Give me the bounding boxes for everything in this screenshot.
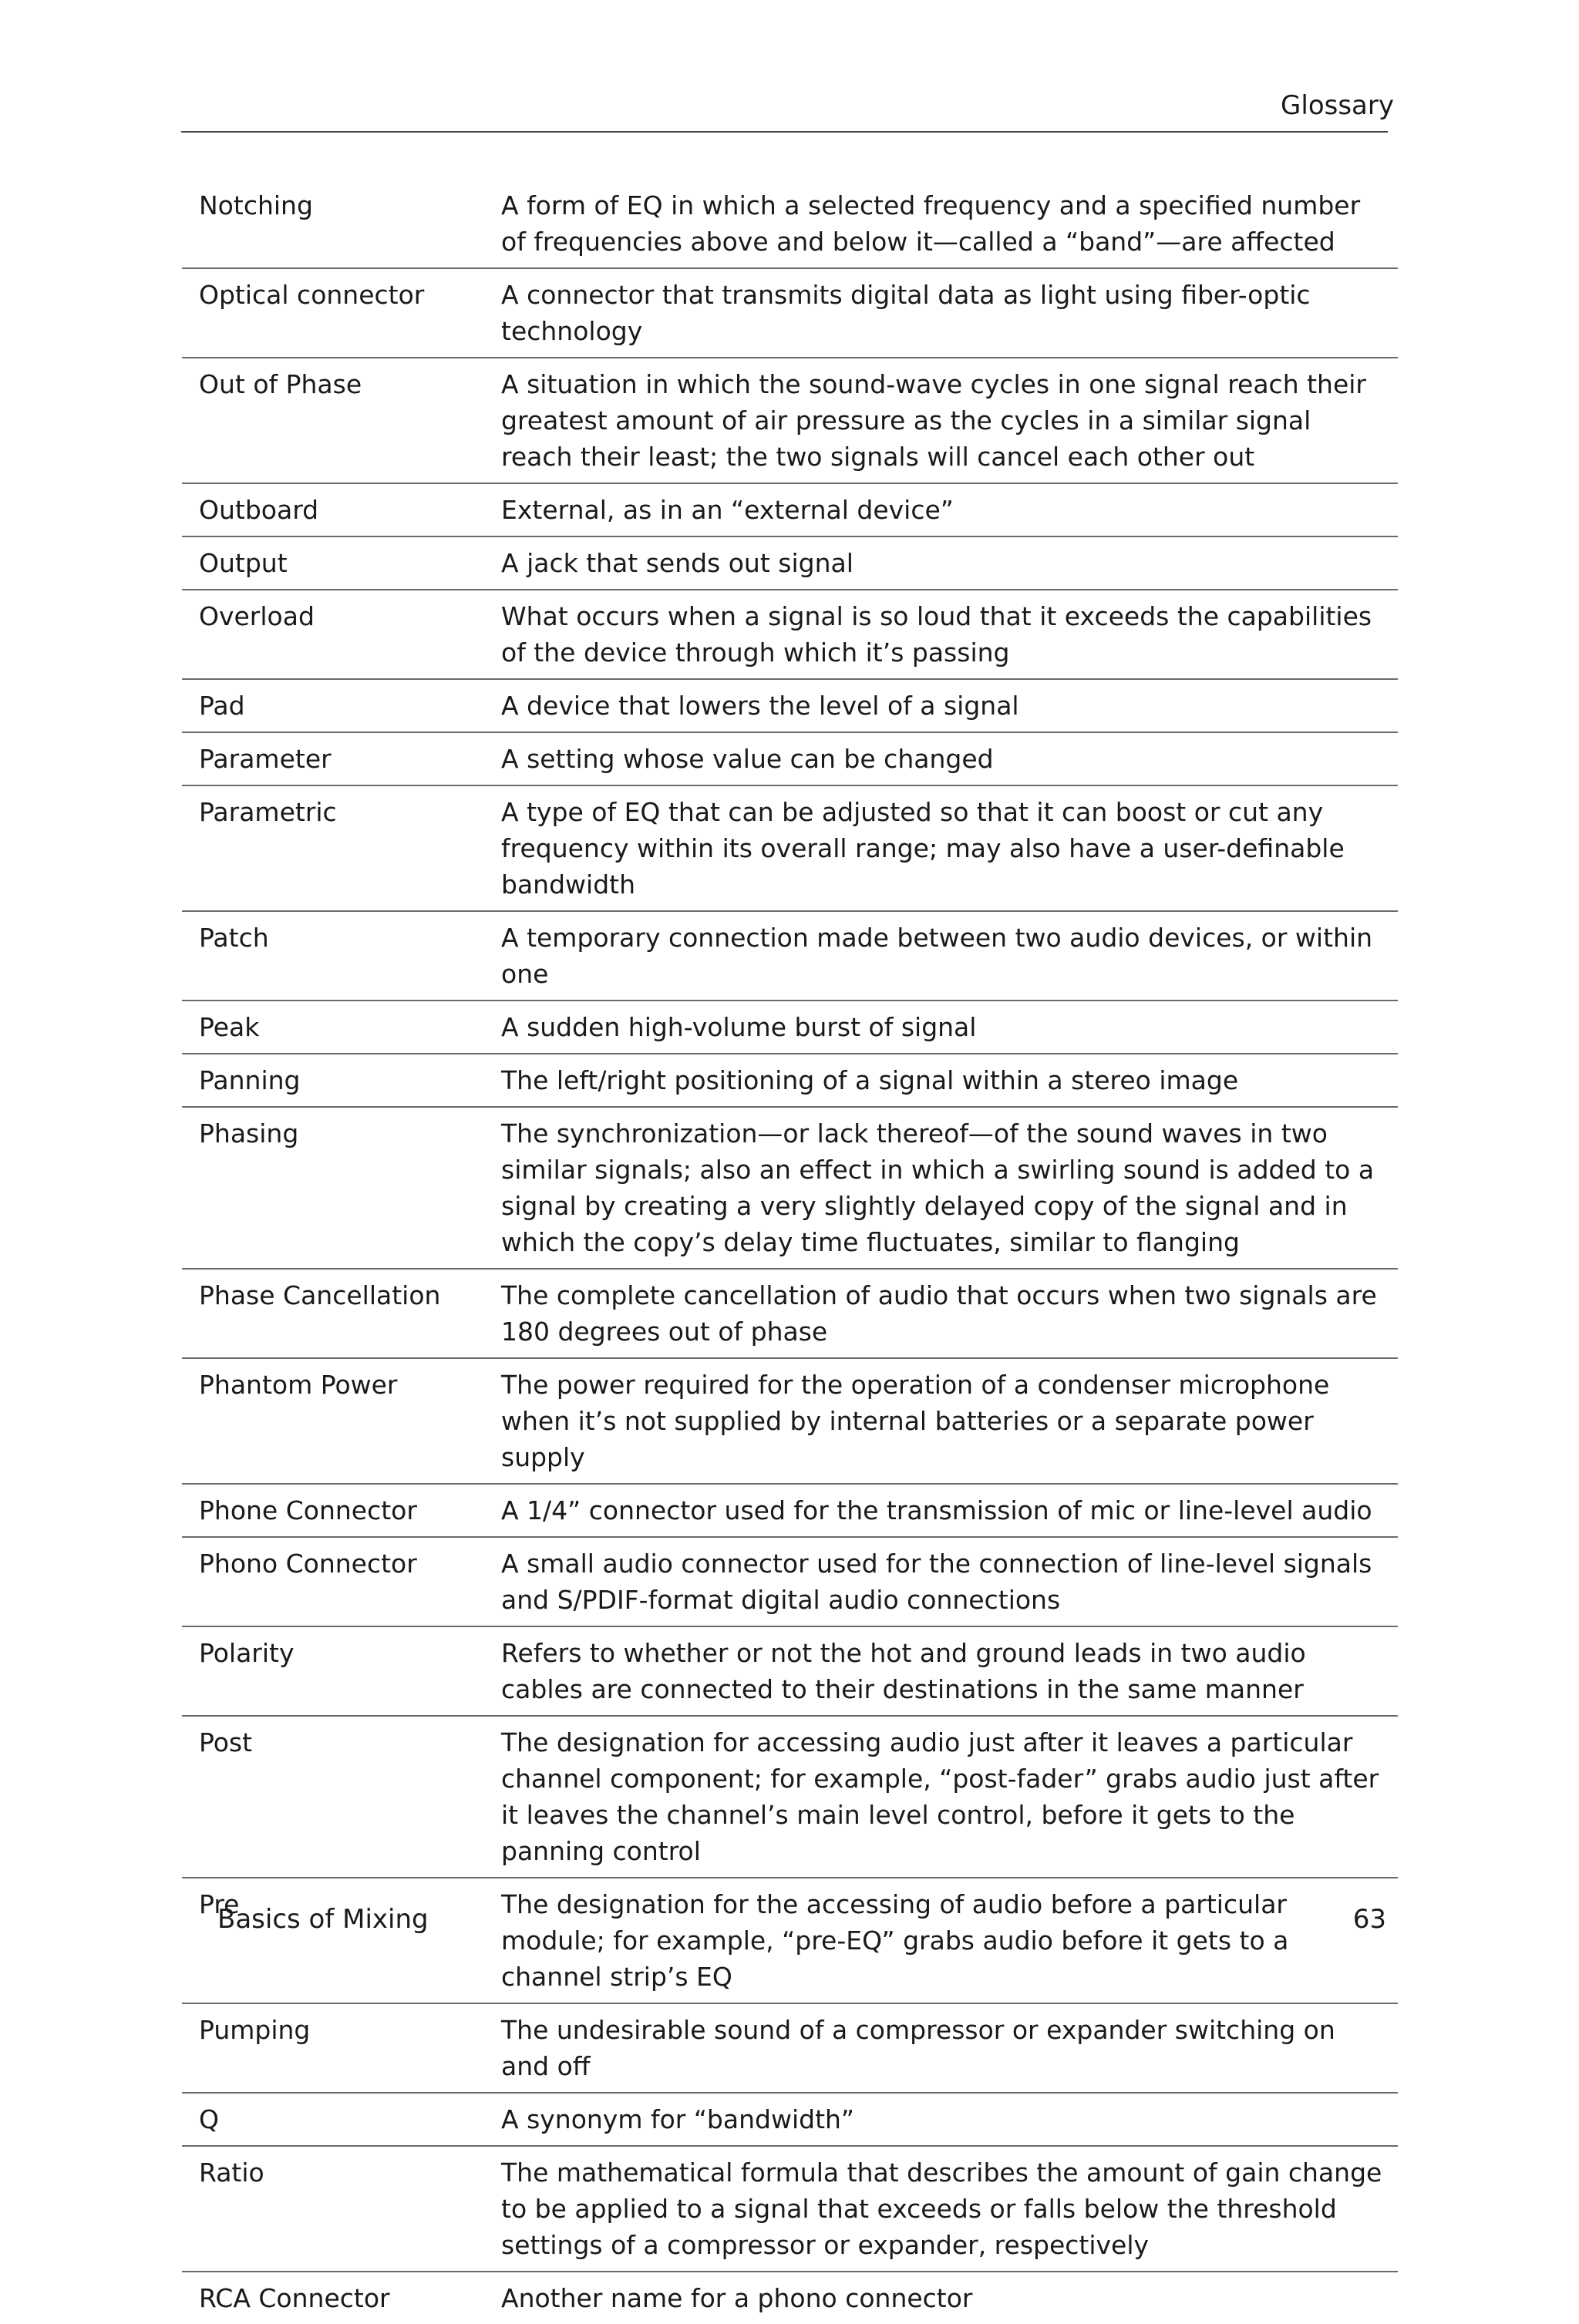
glossary-term: Parametric (199, 797, 337, 827)
glossary-definition: A small audio connector used for the connection of line-level signals and S/PDIF-format digital audio connections (501, 1549, 1372, 1615)
glossary-row (182, 1717, 1398, 1878)
glossary-row (182, 180, 1398, 269)
glossary-term: Q (199, 2104, 219, 2134)
glossary-definition: Refers to whether or not the hot and ground leads in two audio cables are connected to their destinations in the same manner (501, 1638, 1306, 1704)
glossary-term: Notching (199, 190, 313, 220)
glossary-term: Phase Cancellation (199, 1280, 441, 1310)
footer-book-title: Basics of Mixing (217, 1904, 429, 1935)
glossary-row (182, 1054, 1398, 1108)
glossary-term: RCA Connector (199, 2283, 390, 2313)
glossary-term: Phone Connector (199, 1495, 417, 1525)
footer-page-number: 63 (1352, 1904, 1386, 1935)
glossary-row (182, 2147, 1398, 2272)
glossary-term: Outboard (199, 495, 319, 525)
glossary-term: Pre (199, 1889, 240, 1919)
glossary-term: Post (199, 1727, 253, 1757)
glossary-term: Patch (199, 923, 269, 953)
glossary-term: Polarity (199, 1638, 295, 1668)
glossary-row (182, 1485, 1398, 1538)
glossary-definition: The designation for accessing audio just after it leaves a particular channel component; for example, “post-fader” grabs audio just after it leaves the channel’s main level control, before it gets to the panning control (501, 1727, 1379, 1866)
glossary-definition: A device that lowers the level of a signal (501, 691, 1019, 721)
glossary-row (182, 358, 1398, 484)
glossary-row (182, 786, 1398, 912)
glossary-term: Out of Phase (199, 369, 362, 399)
glossary-definition: The designation for the accessing of audio before a particular module; for example, “pre-EQ” grabs audio before it gets to a channel strip’s EQ (501, 1889, 1289, 1992)
glossary-definition: The power required for the operation of a condenser microphone when it’s not supplied by internal batteries or a separate power supply (501, 1370, 1330, 1472)
glossary-definition: A situation in which the sound-wave cycles in one signal reach their greatest amount of air pressure as the cycles in a similar signal reach their least; the two signals will cancel each other out (501, 369, 1366, 472)
glossary-definition: A 1/4” connector used for the transmission of mic or line-level audio (501, 1495, 1372, 1525)
glossary-definition: A temporary connection made between two audio devices, or within one (501, 923, 1373, 989)
glossary-term: Panning (199, 1065, 301, 1095)
glossary-row (182, 1108, 1398, 1270)
glossary-definition: What occurs when a signal is so loud that it exceeds the capabilities of the device through which it’s passing (501, 601, 1372, 668)
glossary-definition: External, as in an “external device” (501, 495, 954, 525)
glossary-definition: A jack that sends out signal (501, 548, 853, 578)
glossary-definition: The synchronization—or lack thereof—of the sound waves in two similar signals; also an effect in which a swirling sound is added to a signal by creating a very slightly delayed copy of the signal and in which the copy’s delay time fluctuates, similar to flanging (501, 1118, 1375, 1257)
glossary-definition: A type of EQ that can be adjusted so that it can boost or cut any frequency within its overall range; may also have a user-definable bandwidth (501, 797, 1345, 900)
glossary-row (182, 537, 1398, 590)
glossary-row (182, 2094, 1398, 2147)
glossary-term: Optical connector (199, 280, 425, 310)
glossary-definition: The complete cancellation of audio that occurs when two signals are 180 degrees out of phase (501, 1280, 1377, 1347)
glossary-term: Ratio (199, 2158, 264, 2188)
glossary-row (182, 1538, 1398, 1627)
glossary-row (182, 912, 1398, 1001)
glossary-definition: Another name for a phono connector (501, 2283, 973, 2313)
header-rule (181, 131, 1388, 133)
running-head-title: Glossary (1281, 90, 1394, 121)
glossary-definition: A sudden high-volume burst of signal (501, 1012, 977, 1042)
glossary-row (182, 1878, 1398, 2004)
glossary-row (182, 1270, 1398, 1359)
glossary-term: Phono Connector (199, 1549, 417, 1579)
glossary-term: Overload (199, 601, 315, 631)
glossary-definition: A form of EQ in which a selected frequency and a specified number of frequencies above and below it—called a “band”—are affected (501, 190, 1361, 257)
glossary-term: Output (199, 548, 288, 578)
glossary-definition: A synonym for “bandwidth” (501, 2104, 855, 2134)
glossary-term: Phasing (199, 1118, 299, 1149)
glossary-row (182, 733, 1398, 786)
glossary-row (182, 680, 1398, 733)
glossary-definition: A setting whose value can be changed (501, 744, 994, 774)
glossary-row (182, 1627, 1398, 1717)
glossary-row (182, 269, 1398, 358)
glossary-row (182, 2004, 1398, 2094)
glossary-row (182, 1001, 1398, 1054)
glossary-term: Parameter (199, 744, 332, 774)
glossary-definition: The mathematical formula that describes the amount of gain change to be applied to a signal that exceeds or falls below the threshold settings of a compressor or expander, respectively (501, 2158, 1382, 2260)
glossary-row (182, 1359, 1398, 1485)
glossary-table (182, 180, 1398, 2324)
glossary-definition: The undesirable sound of a compressor or expander switching on and off (501, 2015, 1335, 2081)
glossary-row (182, 484, 1398, 537)
glossary-definition: A connector that transmits digital data as light using fiber-optic technology (501, 280, 1311, 346)
glossary-term: Phantom Power (199, 1370, 398, 1400)
glossary-term: Peak (199, 1012, 260, 1042)
glossary-definition: The left/right positioning of a signal within a stereo image (501, 1065, 1239, 1095)
glossary-term: Pad (199, 691, 245, 721)
glossary-row (182, 590, 1398, 680)
glossary-row (182, 2272, 1398, 2324)
glossary-term: Pumping (199, 2015, 311, 2045)
